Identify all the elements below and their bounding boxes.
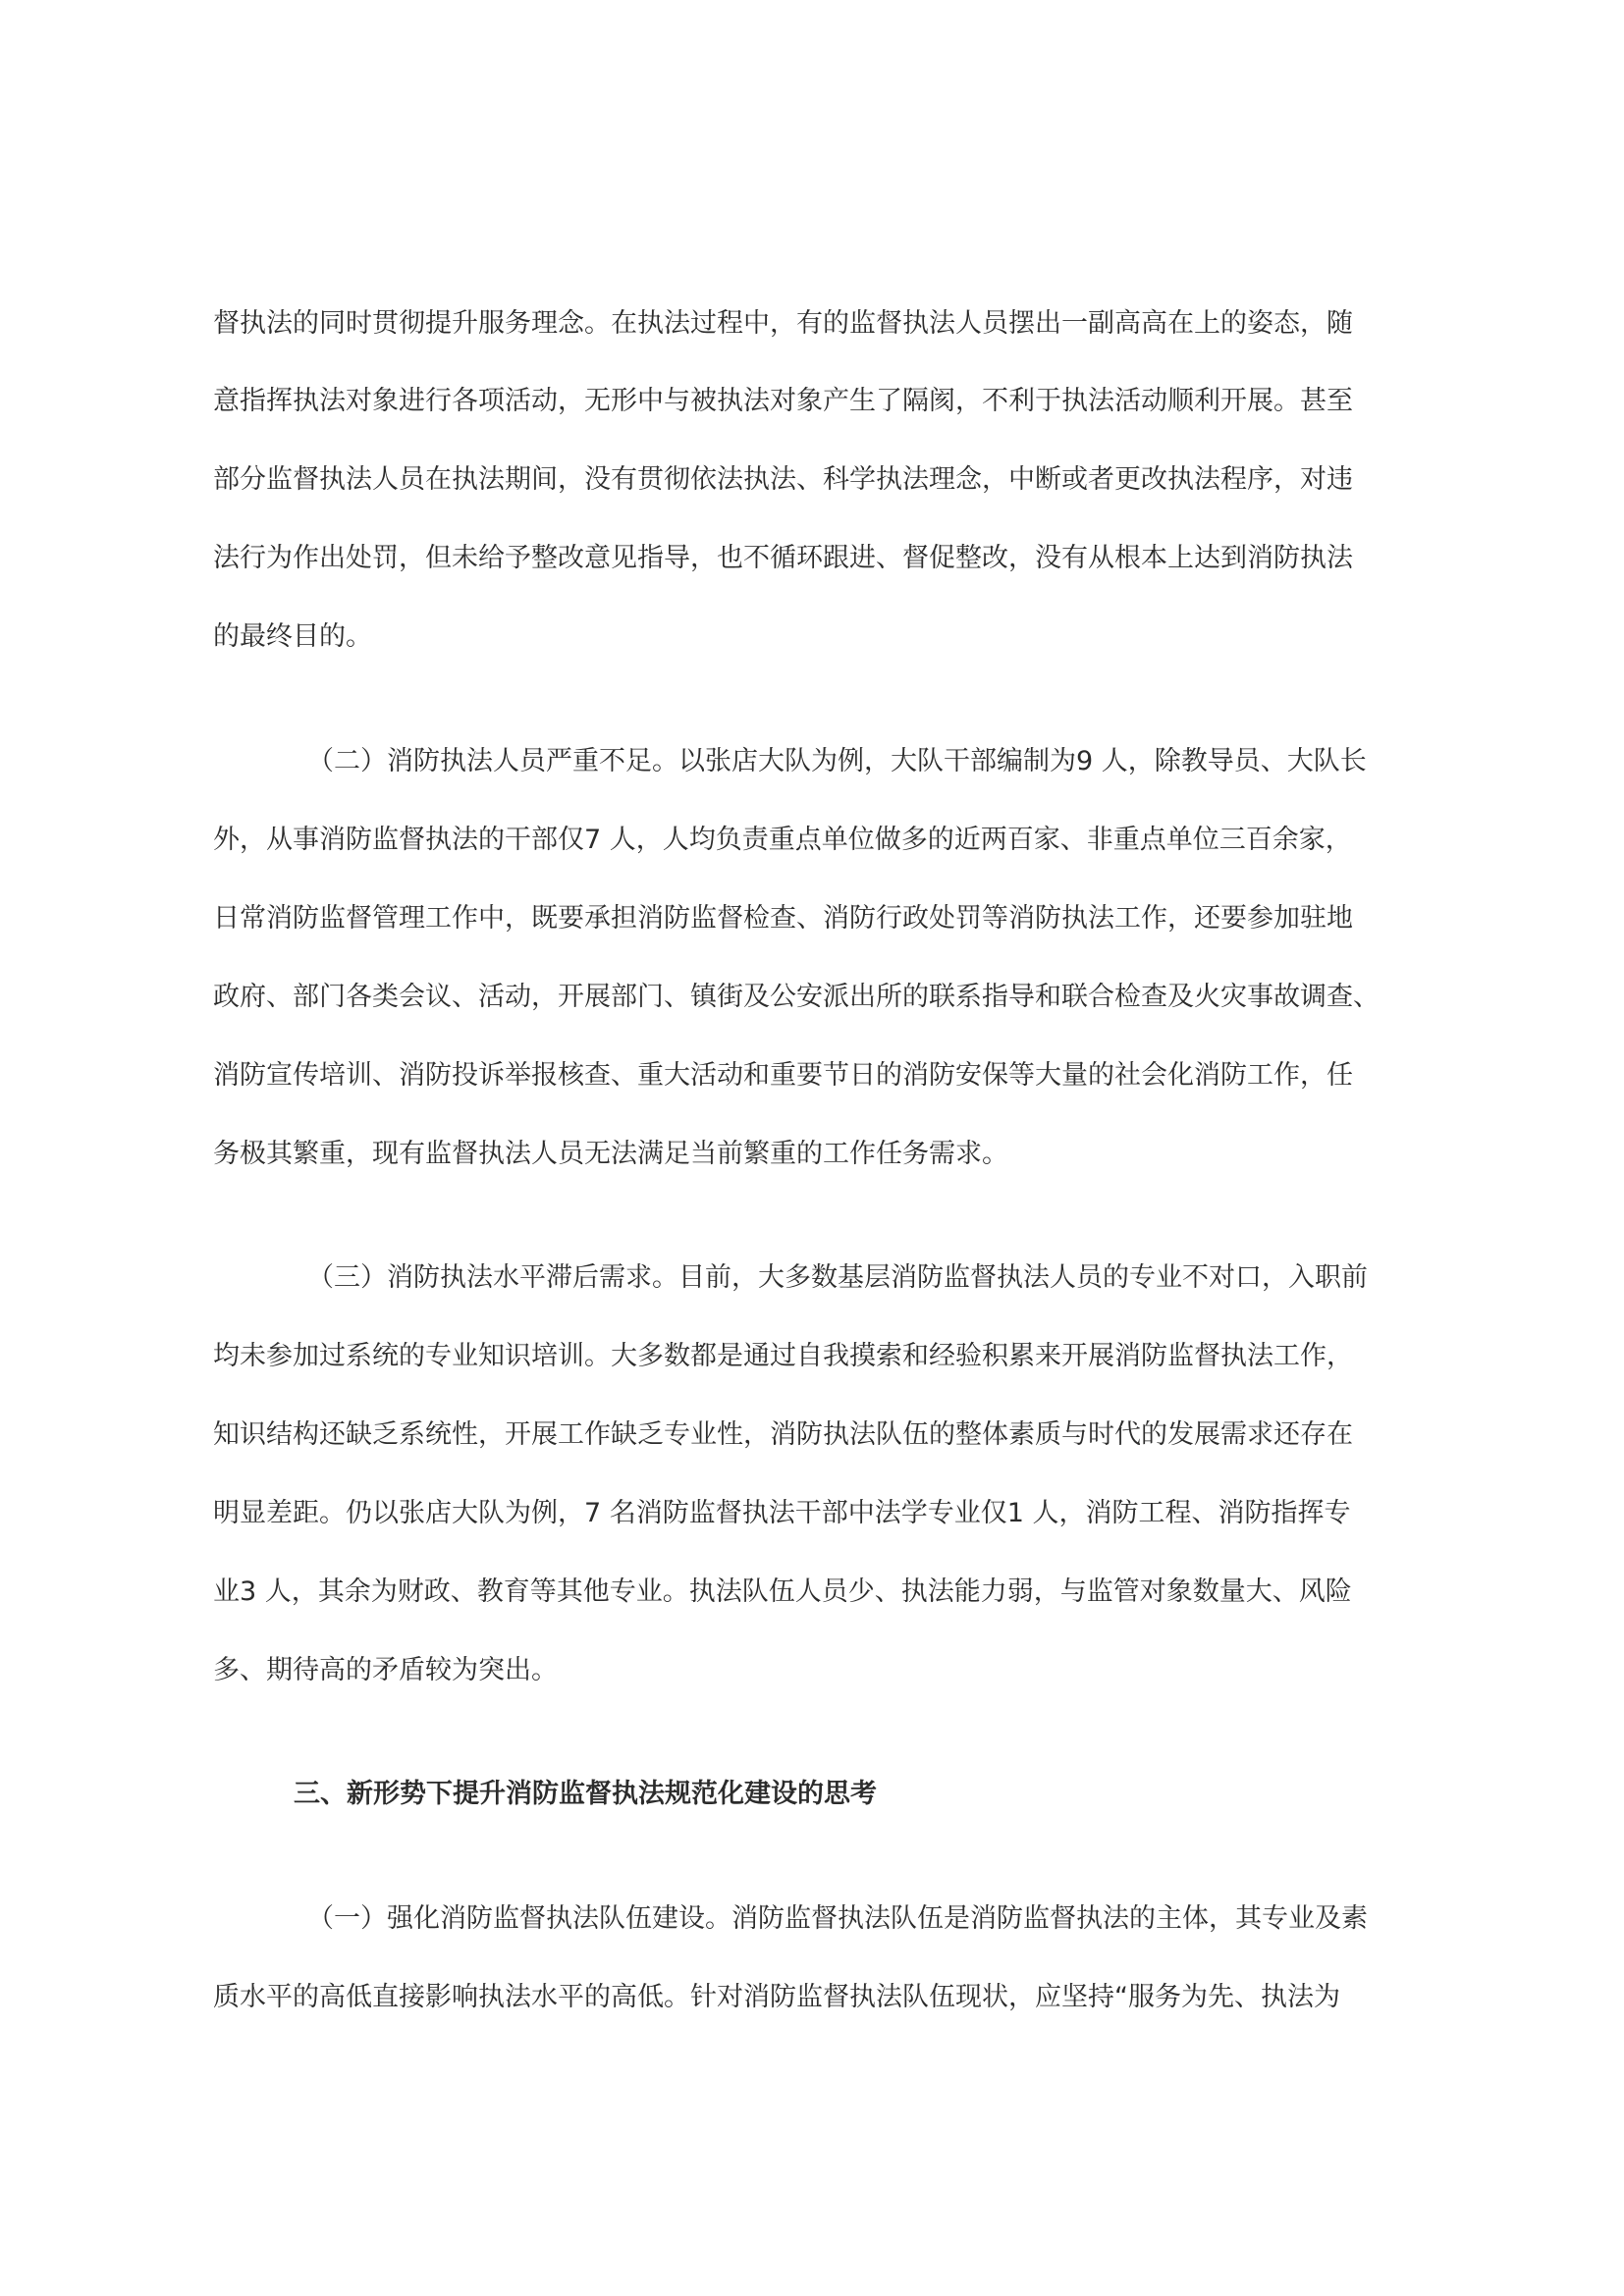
- text-line: 部分监督执法人员在执法期间，没有贯彻依法执法、科学执法理念，中断或者更改执法程序，对违: [213, 464, 1353, 495]
- text-line: 知识结构还缺乏系统性，开展工作缺乏专业性，消防执法队伍的整体素质与时代的发展需求还存在: [213, 1419, 1353, 1450]
- text-line: （二）消防执法人员严重不足。以张店大队为例，大队干部编制为9 人，除教导员、大队长: [307, 746, 1367, 776]
- text-line: 质水平的高低直接影响执法水平的高低。针对消防监督执法队伍现状，应坚持“服务为先、执法为: [213, 1982, 1340, 2012]
- text-line: 日常消防监督管理工作中，既要承担消防监督检查、消防行政处罚等消防执法工作，还要参加驻地: [213, 903, 1353, 934]
- text-line: 消防宣传培训、消防投诉举报核查、重大活动和重要节日的消防安保等大量的社会化消防工作，任: [213, 1060, 1353, 1091]
- text-line: 业3 人，其余为财政、教育等其他专业。执法队伍人员少、执法能力弱，与监管对象数量大、风险: [213, 1576, 1352, 1607]
- text-line: 均未参加过系统的专业知识培训。大多数都是通过自我摸索和经验积累来开展消防监督执法工作，: [213, 1341, 1353, 1371]
- text-line: 政府、部门各类会议、活动，开展部门、镇街及公安派出所的联系指导和联合检查及火灾事故调查、: [213, 982, 1380, 1012]
- text-line: 外，从事消防监督执法的干部仅7 人，人均负责重点单位做多的近两百家、非重点单位三百余家，: [213, 825, 1352, 855]
- text-line: 务极其繁重，现有监督执法人员无法满足当前繁重的工作任务需求。: [213, 1139, 1008, 1169]
- section-heading: 三、新形势下提升消防监督执法规范化建设的思考: [294, 1779, 877, 1809]
- text-line: （一）强化消防监督执法队伍建设。消防监督执法队伍是消防监督执法的主体，其专业及素: [307, 1903, 1368, 1934]
- text-line: （三）消防执法水平滞后需求。目前，大多数基层消防监督执法人员的专业不对口，入职前: [307, 1262, 1368, 1293]
- text-line: 法行为作出处罚，但未给予整改意见指导，也不循环跟进、督促整改，没有从根本上达到消防执法: [213, 543, 1353, 573]
- text-line: 明显差距。仍以张店大队为例，7 名消防监督执法干部中法学专业仅1 人，消防工程、消防指挥专: [213, 1498, 1351, 1528]
- text-line: 督执法的同时贯彻提升服务理念。在执法过程中，有的监督执法人员摆出一副高高在上的姿态，随: [213, 308, 1353, 339]
- text-line: 意指挥执法对象进行各项活动，无形中与被执法对象产生了隔阂，不利于执法活动顺利开展。甚至: [213, 386, 1353, 416]
- text-line: 多、期待高的矛盾较为突出。: [213, 1655, 558, 1685]
- text-line: 的最终目的。: [213, 621, 372, 652]
